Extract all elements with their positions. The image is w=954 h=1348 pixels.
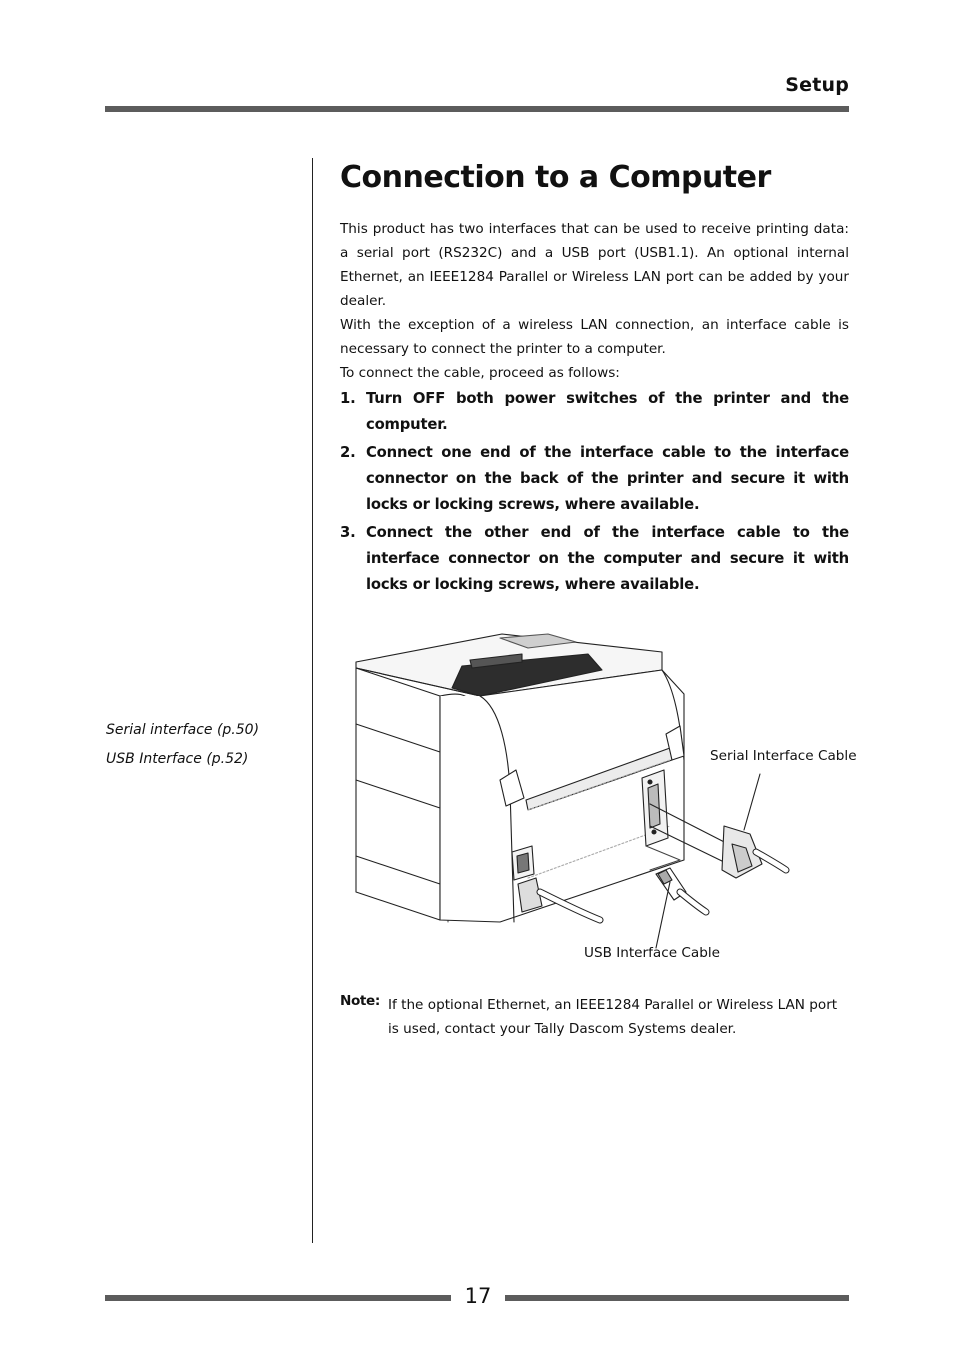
note-block (340, 993, 849, 1041)
step-text: Turn OFF both power switches of the printer and the computer. (366, 390, 849, 433)
page-title: Connection to a Computer (340, 160, 771, 195)
intro-paragraph: With the exception of a wireless LAN connection, an interface cable is necessary to connect the printer to a computer. (340, 317, 849, 357)
intro-text (340, 217, 849, 385)
step-list (340, 386, 849, 600)
usb-cable-label: USB Interface Cable (584, 945, 720, 961)
printer-illustration (340, 630, 860, 975)
step-number: 1. (340, 390, 356, 407)
running-header: Setup (785, 74, 849, 96)
printer-connection-figure (340, 630, 860, 975)
note-label: Note: (340, 993, 380, 1009)
header-rule (105, 106, 849, 112)
serial-interface-link[interactable]: Serial interface (p.50) (106, 722, 260, 738)
page-number: 17 (464, 1284, 492, 1308)
footer-rule-left (105, 1295, 451, 1301)
step-item (340, 520, 849, 598)
serial-cable-label: Serial Interface Cable (710, 748, 857, 764)
step-number: 2. (340, 444, 356, 461)
step-item (340, 440, 849, 518)
footer-rule-right (505, 1295, 849, 1301)
sidebar-references (106, 716, 306, 774)
intro-paragraph: To connect the cable, proceed as follows: (340, 365, 620, 381)
step-text: Connect one end of the interface cable to the interface connector on the back of the printer and secure it with locks or locking screws, where available. (366, 444, 849, 513)
column-divider (312, 158, 313, 1243)
step-number: 3. (340, 524, 356, 541)
note-text: If the optional Ethernet, an IEEE1284 Parallel or Wireless LAN port is used, contact your Tally Dascom Systems dealer. (388, 997, 838, 1037)
usb-interface-link[interactable]: USB Interface (p.52) (106, 751, 249, 767)
intro-paragraph: This product has two interfaces that can be used to receive printing data: a serial port (RS232C) and a USB port (USB1.1). An optional internal Ethernet, an IEEE1284 Parallel or Wireless LAN port can be added by your dealer. (340, 221, 849, 309)
step-item (340, 386, 849, 438)
step-text: Connect the other end of the interface cable to the interface connector on the computer and secure it with locks or locking screws, where available. (366, 524, 849, 593)
